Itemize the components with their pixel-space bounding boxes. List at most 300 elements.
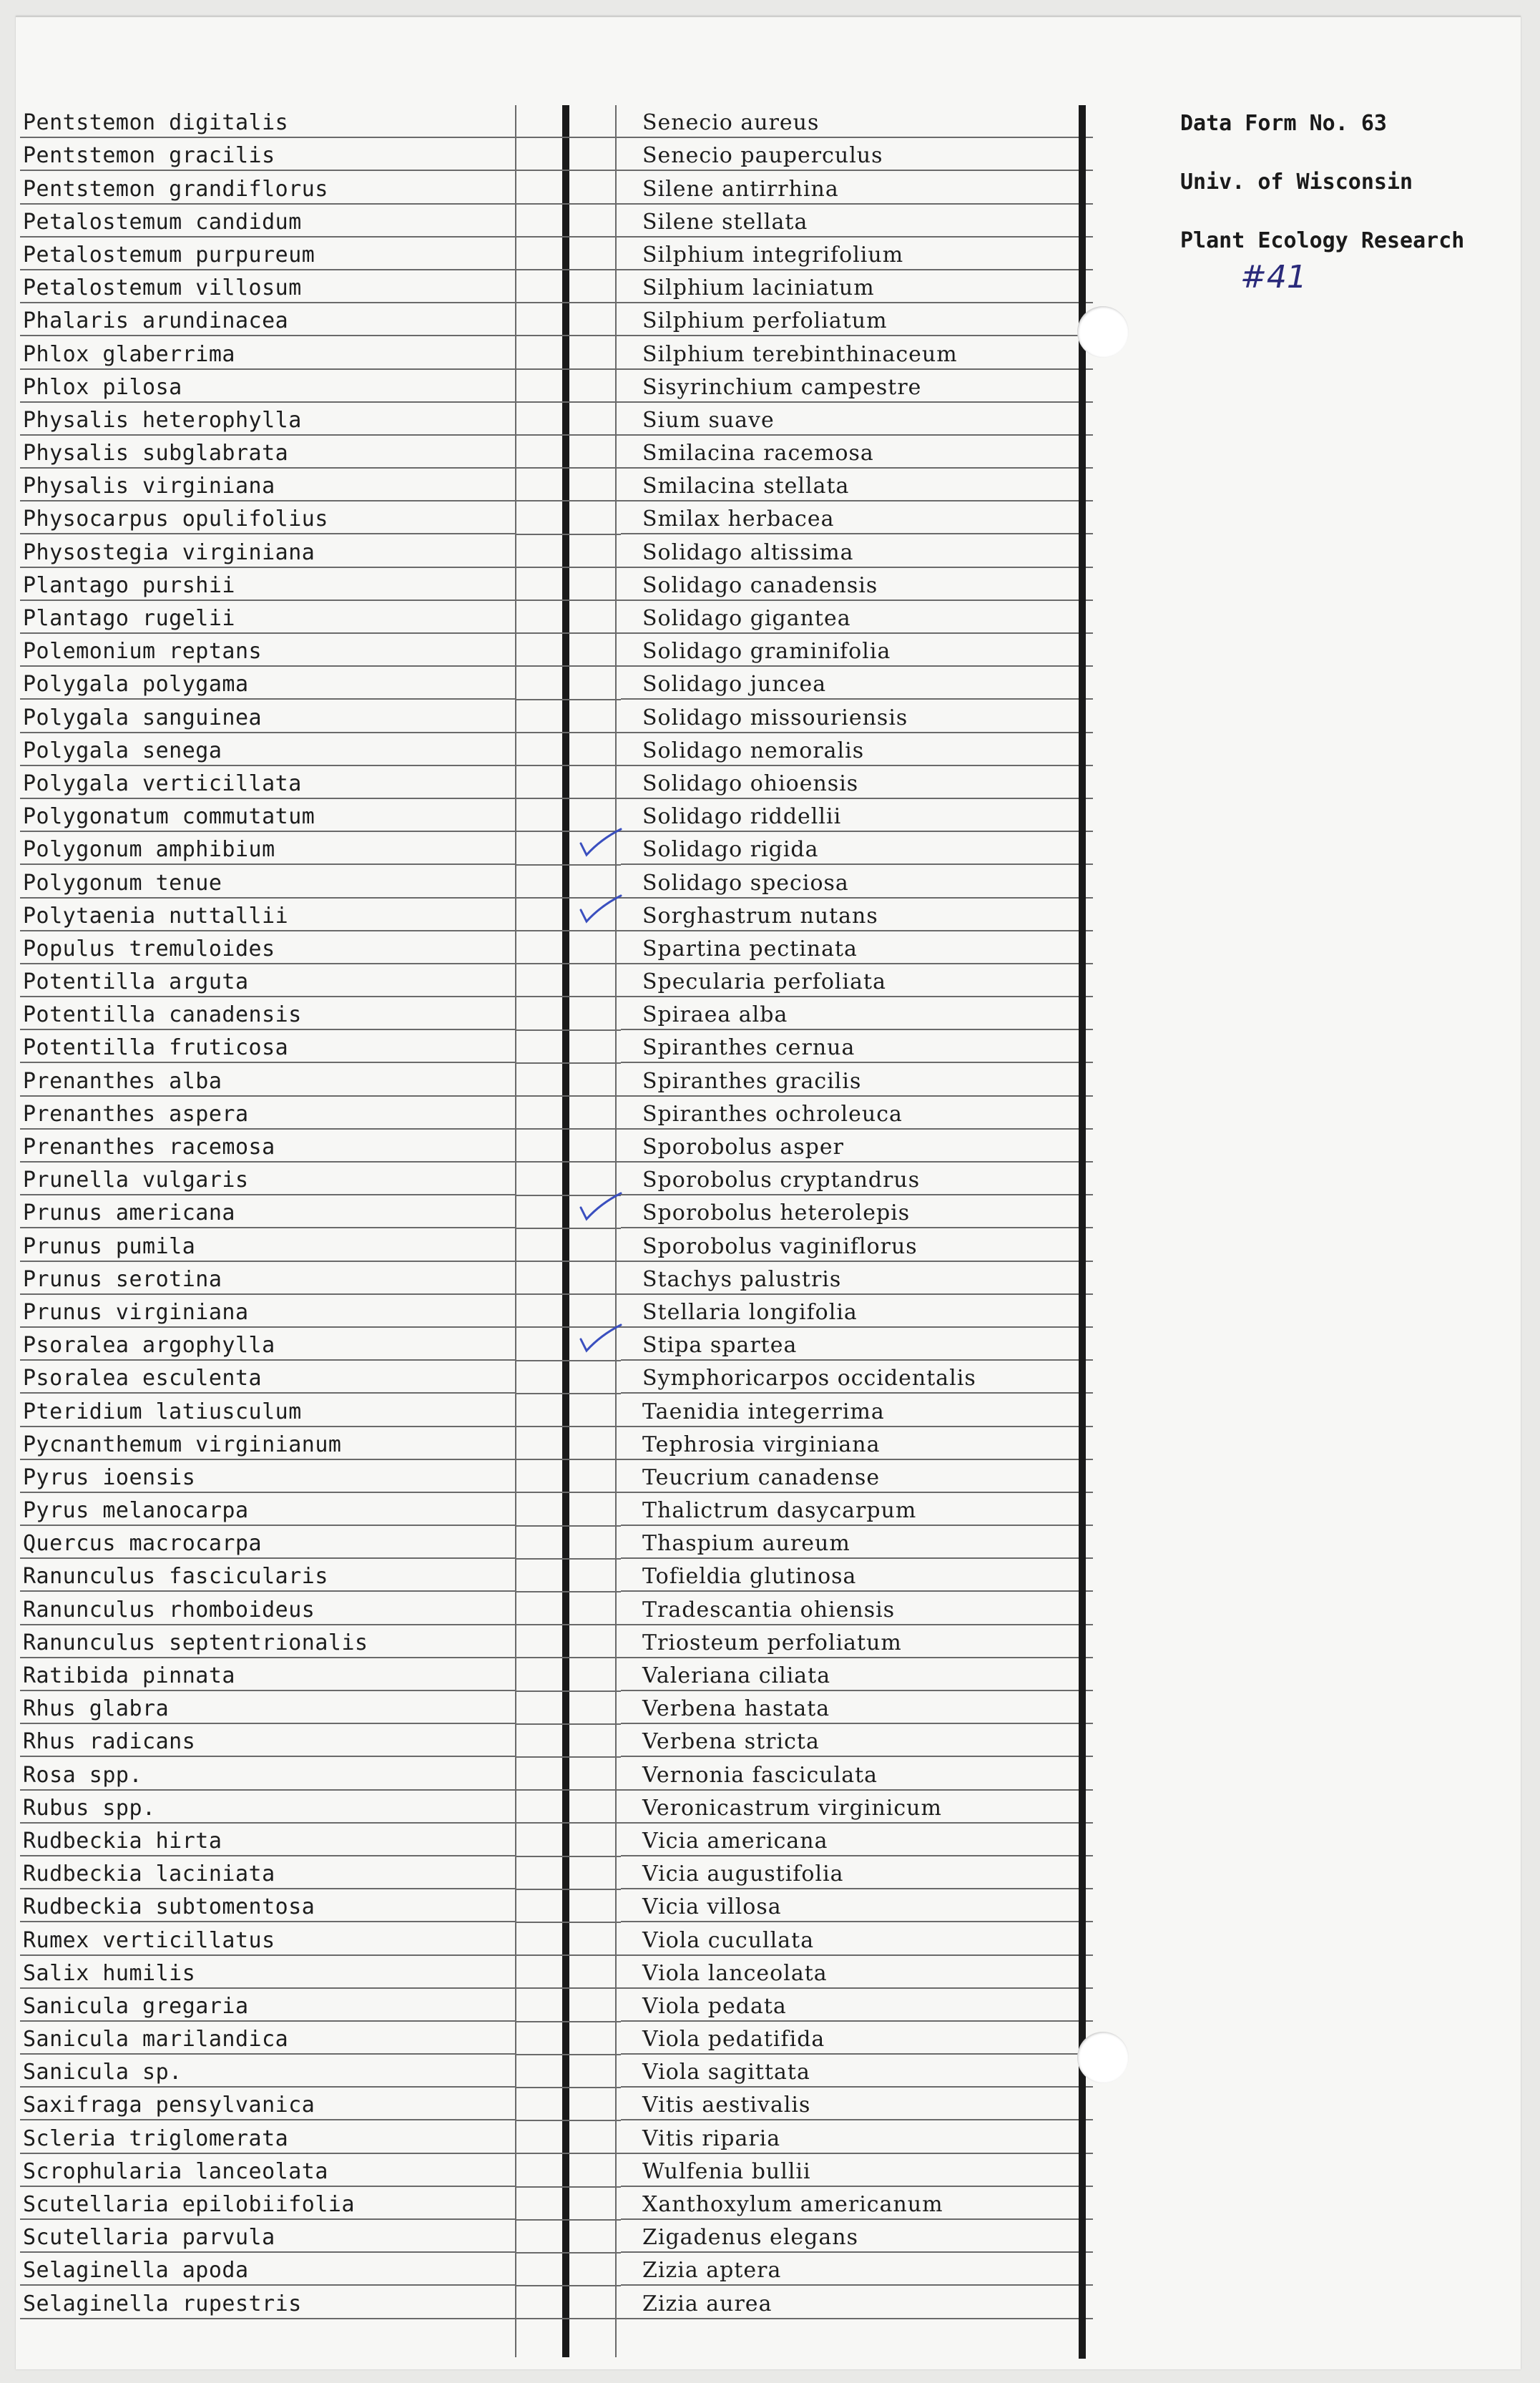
species-name: Prunus pumila	[23, 1233, 196, 1259]
species-name: Plantago rugelii	[23, 606, 235, 631]
check-cell[interactable]	[515, 336, 621, 369]
species-row	[20, 1956, 515, 1989]
check-cell[interactable]	[515, 1460, 621, 1493]
species-name: Verbena hastata	[642, 1696, 830, 1722]
species-name: Solidago altissima	[642, 539, 854, 565]
check-cell[interactable]	[515, 2286, 621, 2319]
species-row	[20, 105, 515, 138]
punch-hole	[1077, 2032, 1129, 2083]
species-row	[20, 634, 515, 667]
species-row	[20, 1691, 515, 1724]
species-name: Ranunculus rhomboideus	[23, 1597, 315, 1623]
species-row	[20, 1922, 515, 1955]
species-row	[621, 1460, 1093, 1493]
check-cell[interactable]	[515, 997, 621, 1030]
species-row	[621, 469, 1093, 501]
species-row	[621, 865, 1093, 898]
species-name: Solidago graminifolia	[642, 639, 891, 665]
species-name: Sisyrinchium campestre	[642, 374, 922, 400]
species-row	[621, 700, 1093, 733]
species-row	[621, 171, 1093, 204]
check-cell[interactable]	[515, 370, 621, 403]
check-cell[interactable]	[515, 1791, 621, 1824]
species-row	[20, 205, 515, 238]
species-name: Zizia aptera	[642, 2258, 782, 2284]
species-row	[621, 534, 1093, 567]
check-cell[interactable]	[515, 1658, 621, 1691]
species-row	[621, 2187, 1093, 2220]
species-row	[20, 2253, 515, 2286]
check-cell[interactable]	[515, 601, 621, 634]
species-name: Silphium terebinthinaceum	[642, 341, 958, 367]
species-name: Populus tremuloides	[23, 936, 275, 961]
species-name: Senecio pauperculus	[642, 143, 883, 169]
species-name: Verbena stricta	[642, 1729, 820, 1755]
species-row	[20, 501, 515, 534]
species-name: Teucrium canadense	[642, 1464, 881, 1490]
species-row	[20, 403, 515, 436]
species-row	[20, 534, 515, 567]
species-name: Phlox pilosa	[23, 374, 182, 400]
species-row	[621, 832, 1093, 865]
check-cell[interactable]	[515, 700, 621, 733]
check-cell[interactable]	[515, 171, 621, 204]
species-name: Scleria triglomerata	[23, 2125, 289, 2151]
species-name: Stipa spartea	[642, 1333, 798, 1359]
species-row	[621, 1526, 1093, 1559]
species-name: Rosa spp.	[23, 1762, 143, 1788]
species-row	[20, 931, 515, 964]
species-name: Rudbeckia hirta	[23, 1828, 222, 1854]
species-row	[621, 238, 1093, 270]
species-row	[20, 1493, 515, 1526]
check-cell[interactable]	[515, 2121, 621, 2154]
species-name: Rhus glabra	[23, 1696, 170, 1722]
species-name: Silphium perfoliatum	[642, 308, 888, 334]
check-cell[interactable]	[515, 270, 621, 303]
check-cell[interactable]	[515, 2254, 621, 2286]
species-name: Prunus americana	[23, 1200, 235, 1226]
species-name: Smilacina racemosa	[642, 441, 874, 466]
check-cell[interactable]	[515, 634, 621, 667]
species-row	[621, 303, 1093, 336]
species-name: Polygala senega	[23, 738, 222, 763]
species-row	[20, 997, 515, 1030]
species-name: Sium suave	[642, 407, 775, 433]
species-row	[20, 1856, 515, 1889]
check-cell[interactable]	[515, 1625, 621, 1658]
check-cell[interactable]	[515, 1130, 621, 1163]
check-cell[interactable]	[515, 1427, 621, 1460]
species-row	[621, 270, 1093, 303]
species-row	[621, 1791, 1093, 1824]
species-row	[20, 1030, 515, 1063]
species-row	[621, 1030, 1093, 1063]
species-row	[20, 733, 515, 766]
check-cell[interactable]	[515, 667, 621, 700]
species-name: Smilacina stellata	[642, 474, 850, 499]
check-cell[interactable]	[515, 1031, 621, 1064]
species-name: Rumex verticillatus	[23, 1927, 275, 1953]
species-name: Pentstemon grandiflorus	[23, 176, 328, 202]
species-name: Viola lanceolata	[642, 1960, 828, 1986]
species-name: Prunella vulgaris	[23, 1168, 249, 1193]
species-row	[20, 1625, 515, 1658]
species-name: Scutellaria epilobiifolia	[23, 2192, 355, 2217]
species-name: Valeriana ciliata	[642, 1663, 831, 1688]
species-name: Scutellaria parvula	[23, 2225, 275, 2251]
species-name: Xanthoxylum americanum	[642, 2192, 943, 2217]
species-name: Polygonatum commutatum	[23, 804, 315, 830]
check-cell[interactable]	[515, 1692, 621, 1725]
check-mark-icon	[579, 1192, 622, 1220]
species-name: Zizia aurea	[642, 2291, 773, 2316]
species-row	[621, 370, 1093, 403]
species-name: Viola pedata	[642, 1993, 787, 2019]
check-cell[interactable]	[515, 1361, 621, 1394]
check-cell[interactable]	[515, 1394, 621, 1427]
species-row	[621, 205, 1093, 238]
species-row	[20, 171, 515, 204]
species-name: Vitis riparia	[642, 2125, 781, 2151]
check-cell[interactable]	[515, 568, 621, 601]
species-row	[20, 1195, 515, 1228]
species-row	[20, 1658, 515, 1691]
species-name: Potentilla canadensis	[23, 1002, 302, 1028]
check-cell[interactable]	[515, 1857, 621, 1890]
check-mark-icon	[579, 1323, 622, 1352]
species-row	[621, 1856, 1093, 1889]
species-row	[20, 1724, 515, 1757]
species-row	[20, 964, 515, 997]
check-cell[interactable]	[515, 535, 621, 568]
check-cell[interactable]	[515, 733, 621, 766]
species-name: Polygala polygama	[23, 672, 249, 698]
species-name: Sporobolus vaginiflorus	[642, 1233, 918, 1259]
species-name: Solidago rigida	[642, 837, 819, 863]
species-row	[621, 1427, 1093, 1460]
check-column	[515, 105, 621, 2357]
species-name: Scrophularia lanceolata	[23, 2158, 328, 2184]
check-cell[interactable]	[515, 1493, 621, 1526]
species-row	[20, 1526, 515, 1559]
species-name: Viola cucullata	[642, 1927, 815, 1953]
species-row	[621, 931, 1093, 964]
species-name: Taenidia integerrima	[642, 1399, 885, 1424]
species-row	[20, 2187, 515, 2220]
species-name: Ratibida pinnata	[23, 1663, 235, 1688]
species-row	[621, 1394, 1093, 1427]
species-row	[621, 1163, 1093, 1195]
species-name: Physocarpus opulifolius	[23, 507, 328, 532]
check-cell[interactable]	[515, 1527, 621, 1560]
species-name: Psoralea esculenta	[23, 1366, 263, 1391]
species-row	[621, 2286, 1093, 2319]
species-row	[621, 2055, 1093, 2088]
species-name: Petalostemum purpureum	[23, 242, 315, 268]
species-row	[621, 766, 1093, 799]
species-row	[621, 899, 1093, 931]
species-name: Thalictrum dasycarpum	[642, 1498, 917, 1524]
species-row	[621, 1824, 1093, 1856]
species-row	[621, 667, 1093, 700]
species-name: Polytaenia nuttallii	[23, 903, 289, 929]
species-row	[621, 138, 1093, 171]
species-name: Psoralea argophylla	[23, 1333, 275, 1359]
species-name: Triosteum perfoliatum	[642, 1630, 902, 1655]
species-row	[20, 270, 515, 303]
species-name: Senecio aureus	[642, 110, 820, 136]
species-name: Potentilla fruticosa	[23, 1035, 289, 1061]
species-row	[20, 1262, 515, 1295]
species-row	[20, 899, 515, 931]
species-name: Prunus virginiana	[23, 1299, 249, 1325]
species-name: Phalaris arundinacea	[23, 308, 289, 334]
species-name: Pyrus melanocarpa	[23, 1498, 249, 1524]
species-name: Vernonia fasciculata	[642, 1762, 878, 1788]
species-name: Sporobolus asper	[642, 1135, 844, 1160]
species-name: Stachys palustris	[642, 1266, 842, 1292]
check-cell[interactable]	[515, 2188, 621, 2221]
species-row	[621, 1592, 1093, 1625]
species-row	[20, 238, 515, 270]
species-name: Plantago purshii	[23, 572, 235, 598]
species-name: Stellaria longifolia	[642, 1299, 858, 1325]
species-row	[621, 601, 1093, 634]
species-row	[621, 436, 1093, 469]
check-cell[interactable]	[515, 2022, 621, 2055]
species-row	[20, 799, 515, 832]
check-cell[interactable]	[515, 1923, 621, 1956]
species-row	[621, 1922, 1093, 1955]
species-row	[621, 634, 1093, 667]
species-row	[20, 832, 515, 865]
species-name: Silphium laciniatum	[642, 275, 875, 301]
species-row	[20, 766, 515, 799]
species-name: Pentstemon digitalis	[23, 110, 289, 136]
species-row	[20, 568, 515, 601]
species-row	[20, 1824, 515, 1856]
check-cell[interactable]	[515, 1725, 621, 1758]
species-name: Solidago juncea	[642, 672, 827, 698]
species-name: Pyrus ioensis	[23, 1464, 196, 1490]
species-row	[20, 601, 515, 634]
species-name: Sanicula sp.	[23, 2060, 182, 2085]
species-row	[20, 1328, 515, 1361]
check-cell[interactable]	[515, 964, 621, 997]
species-name: Sanicula gregaria	[23, 1993, 249, 2019]
check-cell[interactable]	[515, 1989, 621, 2022]
species-row	[621, 568, 1093, 601]
species-row	[20, 1889, 515, 1922]
species-row	[621, 1989, 1093, 2022]
check-mark-icon	[579, 828, 622, 856]
check-cell[interactable]	[515, 1956, 621, 1989]
species-name: Potentilla arguta	[23, 969, 249, 995]
species-row	[621, 2253, 1093, 2286]
species-name: Solidago missouriensis	[642, 705, 908, 730]
check-cell[interactable]	[515, 1229, 621, 1262]
species-name: Physalis heterophylla	[23, 407, 302, 433]
check-cell[interactable]	[515, 1890, 621, 1923]
species-row	[20, 2286, 515, 2319]
species-row	[20, 2022, 515, 2055]
check-cell[interactable]	[515, 138, 621, 171]
species-name: Polygonum amphibium	[23, 837, 275, 863]
species-row	[20, 436, 515, 469]
check-cell[interactable]	[515, 238, 621, 270]
check-cell[interactable]	[515, 403, 621, 436]
species-row	[20, 1130, 515, 1163]
species-name: Salix humilis	[23, 1960, 196, 1986]
institution: Univ. of Wisconsin	[1180, 170, 1413, 195]
species-row	[621, 1724, 1093, 1757]
check-cell[interactable]	[515, 1097, 621, 1130]
species-name: Solidago canadensis	[642, 572, 878, 598]
species-row	[621, 1262, 1093, 1295]
species-name: Vitis aestivalis	[642, 2093, 811, 2118]
check-cell[interactable]	[515, 105, 621, 138]
species-row	[20, 1559, 515, 1592]
species-name: Polygala sanguinea	[23, 705, 263, 730]
species-row	[621, 1328, 1093, 1361]
handwritten-number: #41	[1240, 259, 1307, 295]
check-cell[interactable]	[515, 303, 621, 336]
species-name: Thaspium aureum	[642, 1531, 850, 1557]
check-mark-icon	[579, 894, 622, 923]
species-row	[20, 1394, 515, 1427]
species-name: Tofieldia glutinosa	[642, 1564, 857, 1590]
species-row	[20, 865, 515, 898]
species-row	[621, 2220, 1093, 2253]
check-cell[interactable]	[515, 766, 621, 799]
check-cell[interactable]	[515, 931, 621, 964]
species-row	[20, 1295, 515, 1328]
check-cell[interactable]	[515, 1560, 621, 1592]
check-cell[interactable]	[515, 1262, 621, 1295]
species-row	[20, 2120, 515, 2153]
species-row	[20, 2055, 515, 2088]
species-name: Polygonum tenue	[23, 870, 222, 896]
species-name: Rudbeckia laciniata	[23, 1861, 275, 1887]
species-name: Tradescantia ohiensis	[642, 1597, 896, 1623]
check-cell[interactable]	[515, 2154, 621, 2187]
species-name: Solidago gigantea	[642, 606, 851, 631]
species-name: Prunus serotina	[23, 1266, 222, 1292]
right-heavy-rule	[1079, 105, 1086, 2359]
species-name: Sporobolus heterolepis	[642, 1200, 911, 1226]
species-name: Selaginella apoda	[23, 2258, 249, 2284]
species-name: Rudbeckia subtomentosa	[23, 1894, 315, 1920]
species-row	[621, 799, 1093, 832]
form-number: Data Form No. 63	[1180, 111, 1387, 136]
right-species-column	[621, 105, 1093, 2319]
check-cell[interactable]	[515, 436, 621, 469]
check-cell[interactable]	[515, 1592, 621, 1625]
species-name: Petalostemum candidum	[23, 209, 302, 235]
species-row	[20, 1791, 515, 1824]
species-name: Selaginella rupestris	[23, 2291, 302, 2316]
species-row	[20, 700, 515, 733]
species-name: Viola sagittata	[642, 2060, 810, 2085]
species-row	[621, 1130, 1093, 1163]
department: Plant Ecology Research	[1180, 228, 1465, 253]
species-name: Pentstemon gracilis	[23, 143, 275, 169]
species-name: Physalis subglabrata	[23, 441, 289, 466]
species-name: Phlox glaberrima	[23, 341, 235, 367]
species-name: Rhus radicans	[23, 1729, 196, 1755]
check-cell[interactable]	[515, 2055, 621, 2088]
species-row	[621, 1295, 1093, 1328]
species-name: Zigadenus elegans	[642, 2225, 858, 2251]
check-cell[interactable]	[515, 1824, 621, 1856]
species-name: Sorghastrum nutans	[642, 903, 878, 929]
punch-hole	[1077, 306, 1129, 358]
form-header	[1180, 94, 1464, 270]
species-name: Saxifraga pensylvanica	[23, 2093, 315, 2118]
species-row	[20, 1989, 515, 2022]
species-row	[621, 1097, 1093, 1130]
check-cell[interactable]	[515, 1758, 621, 1791]
species-row	[621, 733, 1093, 766]
species-name: Sanicula marilandica	[23, 2027, 289, 2052]
check-cell[interactable]	[515, 1064, 621, 1097]
species-name: Polygala verticillata	[23, 770, 302, 796]
species-row	[621, 105, 1093, 138]
species-name: Smilax herbacea	[642, 507, 835, 532]
species-name: Silphium integrifolium	[642, 242, 904, 268]
species-name: Spiranthes gracilis	[642, 1068, 862, 1094]
species-row	[621, 1063, 1093, 1096]
species-row	[621, 997, 1093, 1030]
check-cell[interactable]	[515, 469, 621, 501]
species-name: Veronicastrum virginicum	[642, 1795, 942, 1821]
species-name: Viola pedatifida	[642, 2027, 825, 2052]
species-row	[621, 1228, 1093, 1261]
species-name: Polemonium reptans	[23, 639, 263, 665]
species-row	[20, 469, 515, 501]
species-row	[621, 1493, 1093, 1526]
check-cell[interactable]	[515, 2088, 621, 2121]
check-cell[interactable]	[515, 205, 621, 238]
species-name: Pteridium latiusculum	[23, 1399, 302, 1424]
species-row	[621, 1625, 1093, 1658]
species-name: Solidago riddellii	[642, 804, 842, 830]
species-row	[621, 2154, 1093, 2187]
check-cell[interactable]	[515, 2221, 621, 2254]
species-row	[20, 336, 515, 369]
species-name: Specularia perfoliata	[642, 969, 886, 995]
check-cell[interactable]	[515, 501, 621, 534]
species-row	[621, 2088, 1093, 2120]
species-name: Prenanthes aspera	[23, 1101, 249, 1127]
species-name: Solidago speciosa	[642, 870, 849, 896]
species-name: Vicia villosa	[642, 1894, 782, 1920]
species-name: Vicia augustifolia	[642, 1861, 844, 1887]
species-row	[621, 1658, 1093, 1691]
species-row	[20, 1228, 515, 1261]
species-row	[621, 964, 1093, 997]
species-name: Physalis virginiana	[23, 474, 275, 499]
data-form-sheet	[16, 16, 1521, 2369]
species-row	[621, 2022, 1093, 2055]
species-row	[20, 2220, 515, 2253]
species-row	[621, 1195, 1093, 1228]
species-name: Spiranthes cernua	[642, 1035, 855, 1061]
species-row	[20, 1757, 515, 1790]
species-row	[20, 1163, 515, 1195]
species-name: Spiraea alba	[642, 1002, 788, 1028]
